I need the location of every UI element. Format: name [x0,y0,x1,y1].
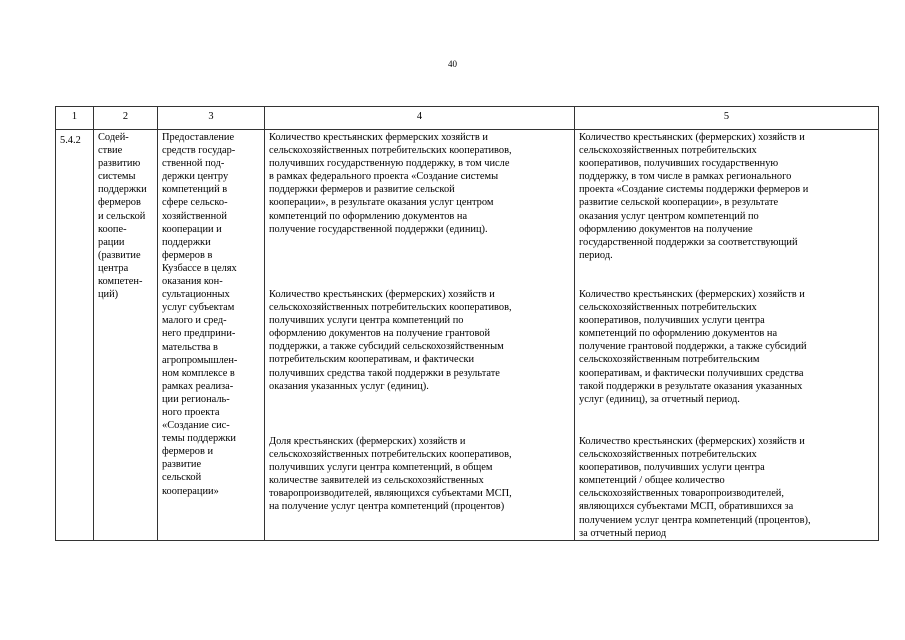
text-line: ного проекта [162,406,220,418]
text-line: Предоставление [162,132,235,143]
text-line: оказания указанных услуг (единиц). [269,380,429,392]
text-line: ствие [98,145,123,157]
text-line: государственной поддержки за соответствующий [579,236,798,248]
text-line: и сельской [98,210,146,222]
text-line: Количество крестьянских фермерских хозяйств и [269,132,488,143]
method-block [579,288,874,435]
text-line: компетен- [98,276,143,288]
text-line: сельскохозяйственных потребительских [579,449,757,461]
text-line: компетенций в [162,184,228,196]
method-cell [575,130,879,541]
text-line: темы поддержки [162,433,236,445]
text-line: компетенций / общее количество [579,475,725,487]
text-line: кооперативам, и фактически получивших средства [579,367,804,379]
text-line: него предприни- [162,328,236,340]
text-line: агропромышлен- [162,354,238,366]
text-line: компетенций по оформлению документов на [579,328,778,340]
text-line: держки центру [162,171,229,183]
text-line: поддержку, в том числе в рамках регионального [579,171,792,183]
method-block [579,131,874,288]
text-line: за отчетный период [579,527,667,539]
text-line: на получение услуг центра компетенций (процентов) [269,501,505,513]
text-line: являющихся субъектами МСП, обратившихся за [579,501,794,513]
text-line: Содей- [98,132,129,143]
text-line: получение государственной поддержки (единиц). [269,223,488,235]
text-line: кооперативов, получивших государственную [579,158,779,170]
text-line: потребительским кооперативам, и фактически [269,354,475,366]
text-line: Количество крестьянских (фермерских) хозяйств и [269,289,495,300]
text-line: кооперации и [162,223,222,235]
text-line: развитие [162,459,202,471]
text-line: кооперации», в результате оказания услуг центром [269,197,494,209]
text-line: системы [98,171,136,183]
text-line: сельской [162,472,202,484]
text-line: рации [98,236,125,248]
table-header-row [56,107,879,130]
header-cell: 1 [56,107,94,130]
text-line: малого и сред- [162,315,227,327]
indicator-block [269,131,570,288]
text-line: сельскохозяйственных потребительских кооперативов, [269,145,512,157]
text-line: коопе- [98,223,127,235]
text-line: проекта «Создание системы поддержки фермеров и [579,184,809,196]
text-line: такой поддержки в результате оказания указанных [579,380,803,392]
event-description-cell [158,130,265,541]
text-line: (развитие [98,249,141,261]
text-line: средств государ- [162,145,236,157]
text-line: сультационных [162,289,230,301]
text-line: развитию [98,158,141,170]
text-line: Количество крестьянских (фермерских) хозяйств и [579,132,805,143]
text-line: мательства в [162,341,218,353]
text-line: центра [98,262,129,274]
text-line: сельскохозяйственных потребительских кооперативов, [269,449,512,461]
header-cell: 4 [265,107,575,130]
text-line: период. [579,249,613,261]
text-line: поддержки [162,236,211,248]
text-line: ции региональ- [162,393,230,405]
text-line: получивших государственную поддержку, в том числе [269,158,510,170]
row-number-cell: 5.4.2 [56,130,94,541]
text-line: оформлению документов на получение [579,223,753,235]
text-line: развитие сельской кооперации», в результате [579,197,779,209]
text-line: сельскохозяйственных потребительских [579,302,757,314]
text-line: кооперативов, получивших услуги центра [579,315,765,327]
text-line: поддержки фермеров и развитие сельской [269,184,455,196]
text-line: товаропроизводителей, являющихся субъектами МСП, [269,488,512,500]
header-cell: 2 [94,107,158,130]
text-line: получение грантовой поддержки, а также субсидий [579,341,807,353]
text-line: оформлению документов на получение грантовой [269,328,491,340]
text-line: ном комплексе в [162,367,235,379]
header-cell: 3 [158,107,265,130]
text-line: услуг (единиц), за отчетный период. [579,393,740,405]
text-line: оказания кон- [162,276,223,288]
text-line: фермеров и [162,446,214,458]
page-number: 40 [448,59,457,69]
indicator-table [55,106,879,541]
text-line: Количество крестьянских (фермерских) хозяйств и [579,289,805,300]
text-line: ций) [98,289,119,301]
text-line: получивших услуги центра компетенций по [269,315,464,327]
text-line: кооперации» [162,485,219,497]
text-line: «Создание сис- [162,420,230,432]
text-line: сельскохозяйственных потребительских [579,145,757,157]
text-line: фермеров [98,197,141,209]
text-line: поддержки [98,184,147,196]
indicator-block [269,288,570,435]
text-line: кооперативов, получивших услуги центра [579,462,765,474]
text-line: получивших услуги центра компетенций, в общем [269,462,493,474]
text-line: компетенций по оформлению документов на [269,210,468,222]
text-line: оказания услуг центром компетенций по [579,210,759,222]
text-line: сельскохозяйственных потребительских кооперативов, [269,302,512,314]
text-line: Кузбассе в целях [162,262,237,274]
text-line: рамках реализа- [162,380,234,392]
text-line: в рамках федерального проекта «Создание системы [269,171,499,183]
text-line: поддержки, а также субсидий сельскохозяйственным [269,341,504,353]
text-line: услуг субъектам [162,302,235,314]
text-line: Доля крестьянских (фермерских) хозяйств и [269,436,466,447]
event-name-cell [94,130,158,541]
indicator-block [269,435,570,514]
text-line: получивших средства такой поддержки в результате [269,367,500,379]
table-row [56,130,879,541]
text-line: ственной под- [162,158,225,170]
header-cell: 5 [575,107,879,130]
text-line: сельскохозяйственным потребительским [579,354,760,366]
text-line: хозяйственной [162,210,227,222]
text-line: фермеров в [162,249,213,261]
text-line: сельскохозяйственных товаропроизводителей, [579,488,784,500]
text-line: количестве заявителей из сельскохозяйственных [269,475,484,487]
text-line: Количество крестьянских (фермерских) хозяйств и [579,436,805,447]
text-line: получением услуг центра компетенций (процентов), [579,514,811,526]
indicator-cell [265,130,575,541]
method-block [579,435,874,540]
text-line: сфере сельско- [162,197,228,209]
